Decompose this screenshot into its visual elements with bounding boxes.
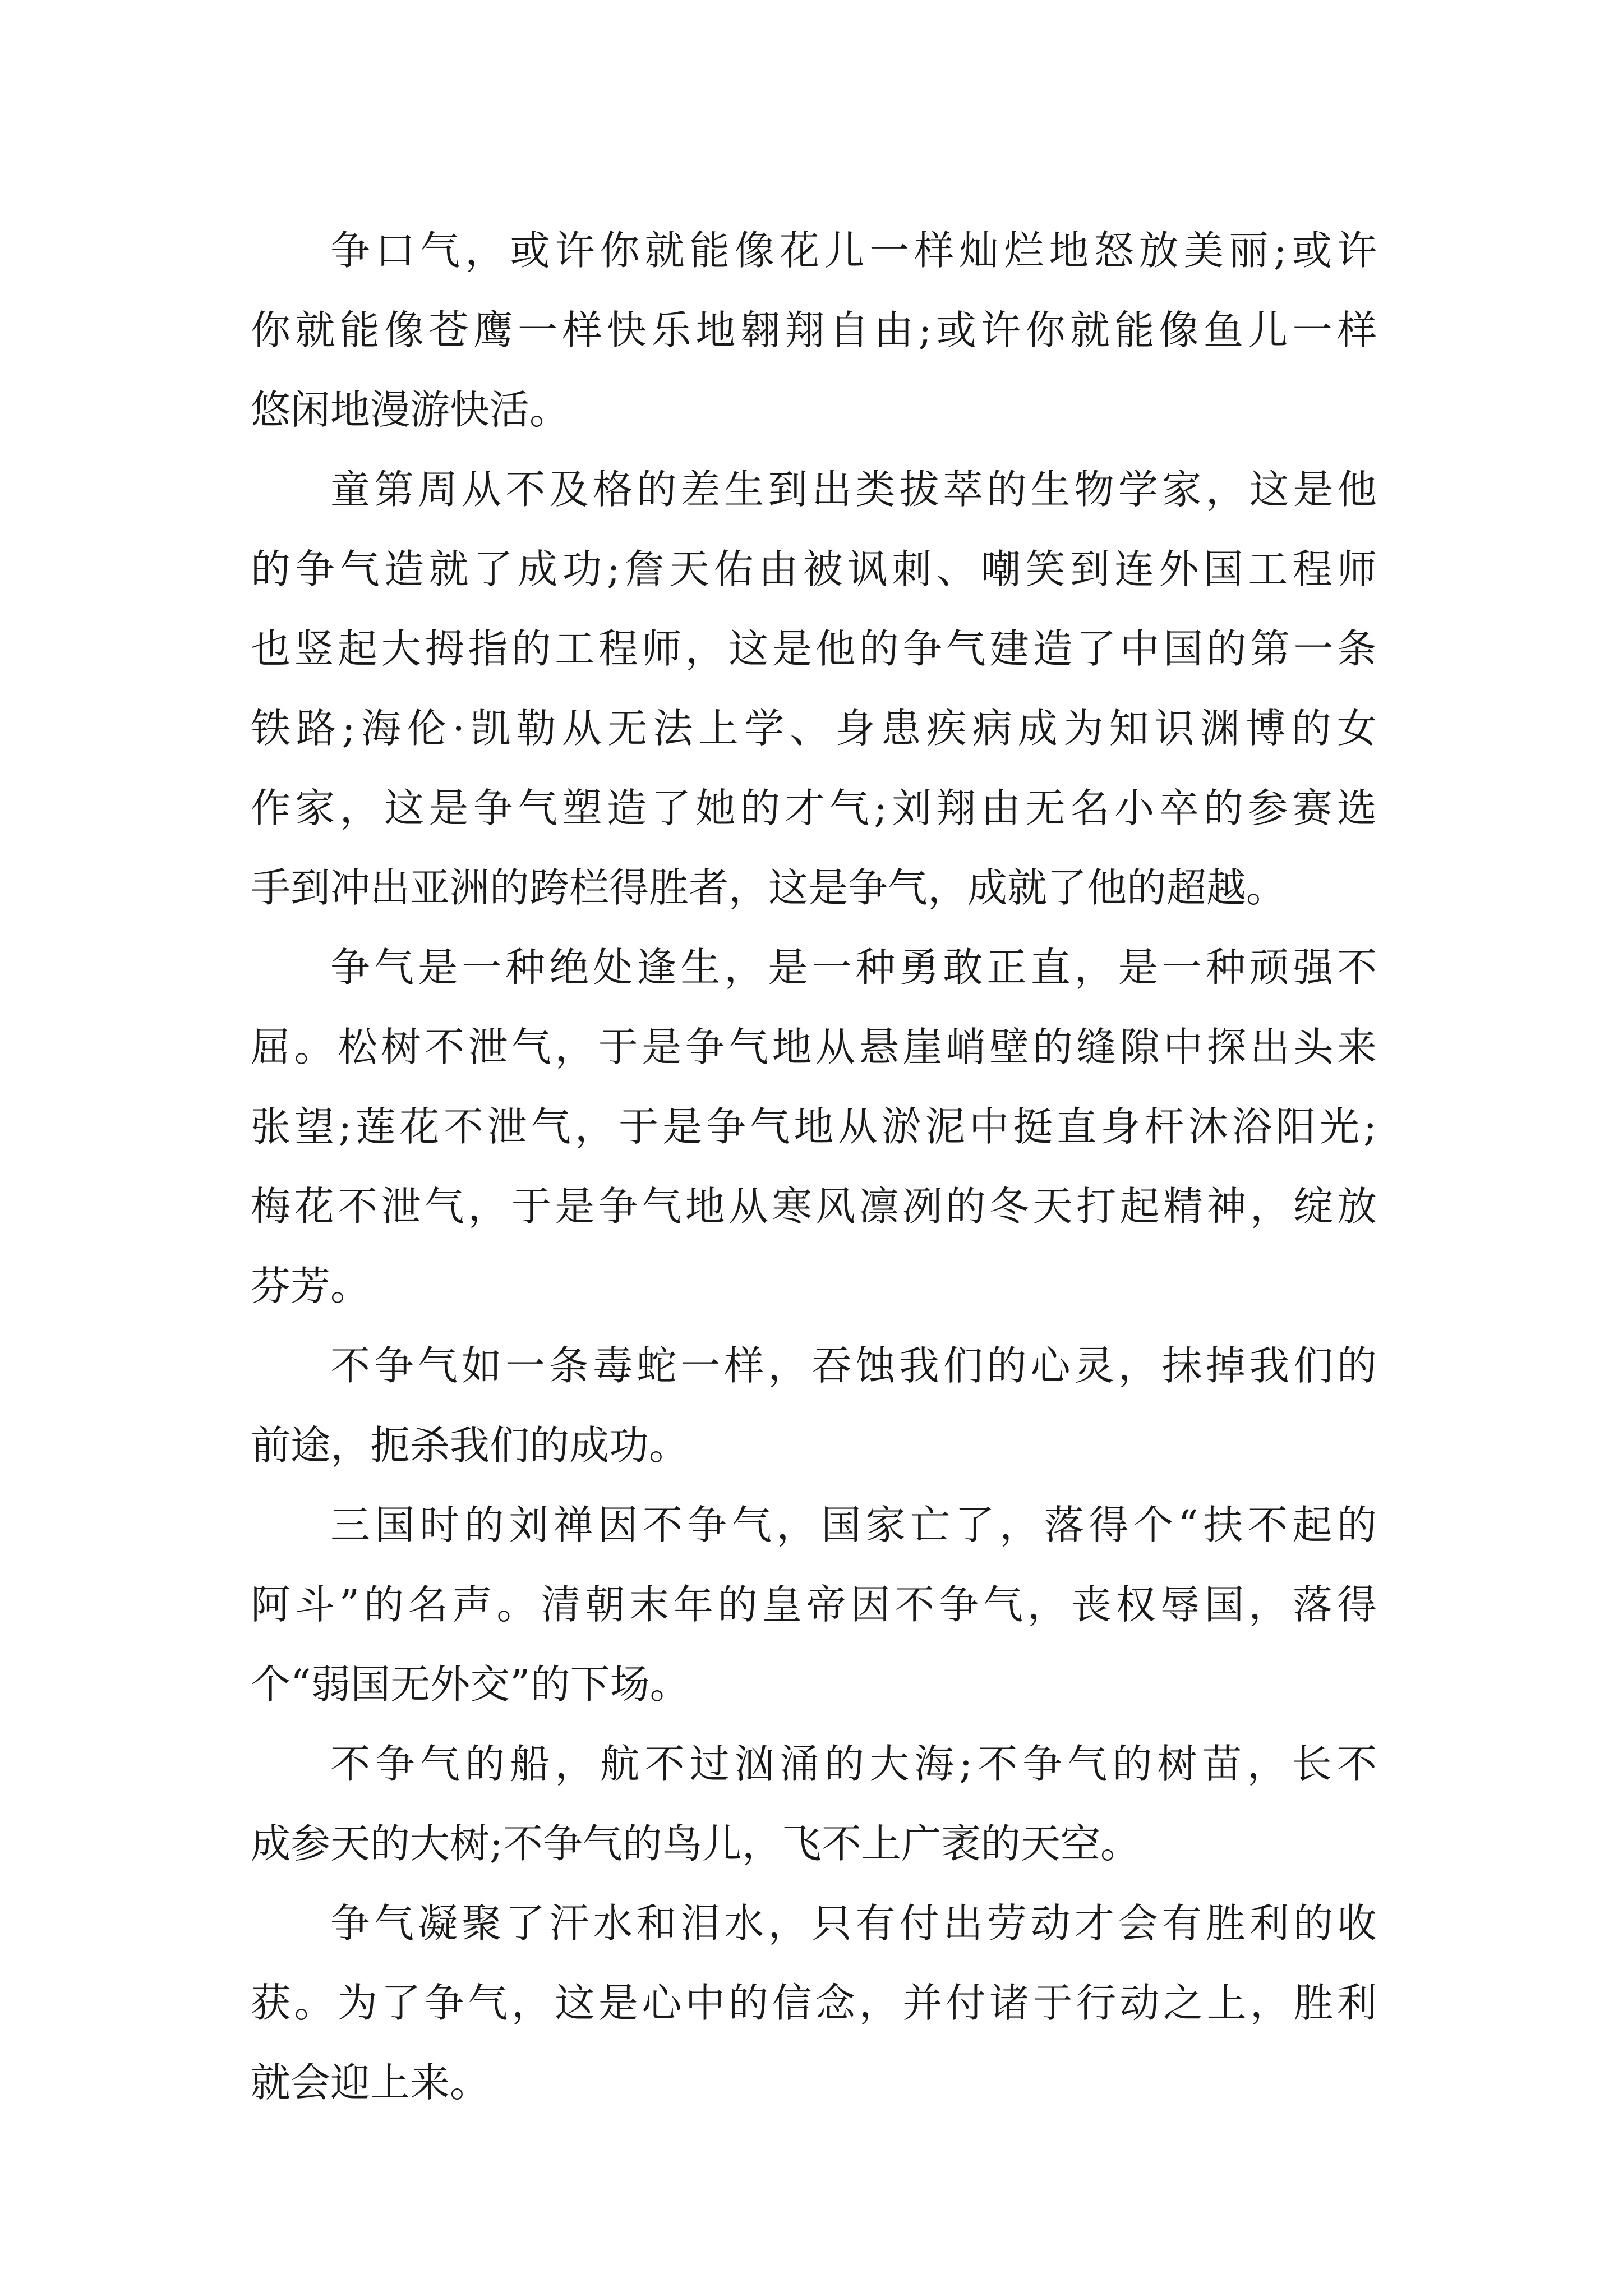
paragraph-line: 就会迎上来。 — [251, 2059, 490, 2106]
paragraph-1 — [251, 211, 1377, 450]
paragraph-line: 你就能像苍鹰一样快乐地翱翔自由;或许你就能像鱼儿一样 — [251, 307, 1377, 353]
paragraph-line: 张望;莲花不泄气，于是争气地从淤泥中挺直身杆沐浴阳光; — [251, 1103, 1377, 1150]
paragraph-line: 不争气的船，航不过汹涌的大海;不争气的树苗，长不 — [330, 1741, 1377, 1787]
paragraph-line: 前途，扼杀我们的成功。 — [251, 1422, 689, 1469]
paragraph-line: 获。为了争气，这是心中的信念，并付诸于行动之上，胜利 — [251, 1980, 1377, 2026]
paragraph-line: 争气凝聚了汗水和泪水，只有付出劳动才会有胜利的收 — [330, 1900, 1377, 1947]
paragraph-2 — [251, 450, 1377, 928]
paragraph-line: 铁路;海伦·凯勒从无法上学、身患疾病成为知识渊博的女 — [251, 705, 1377, 752]
paragraph-line: 芬芳。 — [251, 1263, 371, 1309]
paragraph-line: 的争气造就了成功;詹天佑由被讽刺、嘲笑到连外国工程师 — [251, 546, 1377, 592]
document-body — [251, 211, 1377, 2123]
paragraph-line: 童第周从不及格的差生到出类拔萃的生物学家，这是他 — [330, 466, 1377, 513]
paragraph-line: 屈。松树不泄气，于是争气地从悬崖峭壁的缝隙中探出头来 — [251, 1024, 1377, 1070]
paragraph-line: 阿斗”的名声。清朝末年的皇帝因不争气，丧权辱国，落得 — [251, 1581, 1377, 1628]
paragraph-line: 三国时的刘禅因不争气，国家亡了，落得个“扶不起的 — [330, 1502, 1377, 1548]
paragraph-line: 悠闲地漫游快活。 — [251, 386, 570, 433]
paragraph-line: 手到冲出亚洲的跨栏得胜者，这是争气，成就了他的超越。 — [251, 864, 1287, 911]
paragraph-line: 争气是一种绝处逢生，是一种勇敢正直，是一种顽强不 — [330, 944, 1377, 991]
paragraph-7 — [251, 1884, 1377, 2123]
paragraph-line: 争口气，或许你就能像花儿一样灿烂地怒放美丽;或许 — [330, 227, 1377, 274]
paragraph-6 — [251, 1724, 1377, 1884]
paragraph-line: 不争气如一条毒蛇一样，吞蚀我们的心灵，抹掉我们的 — [330, 1342, 1377, 1389]
paragraph-line: 作家，这是争气塑造了她的才气;刘翔由无名小卒的参赛选 — [251, 785, 1377, 831]
paragraph-line: 梅花不泄气，于是争气地从寒风凛冽的冬天打起精神，绽放 — [251, 1183, 1377, 1230]
paragraph-line: 也竖起大拇指的工程师，这是他的争气建造了中国的第一条 — [251, 625, 1377, 672]
paragraph-line: 成参天的大树;不争气的鸟儿，飞不上广袤的天空。 — [251, 1820, 1140, 1867]
paragraph-3 — [251, 928, 1377, 1326]
paragraph-4 — [251, 1326, 1377, 1485]
paragraph-5 — [251, 1485, 1377, 1724]
paragraph-line: 个“弱国无外交”的下场。 — [251, 1661, 690, 1708]
